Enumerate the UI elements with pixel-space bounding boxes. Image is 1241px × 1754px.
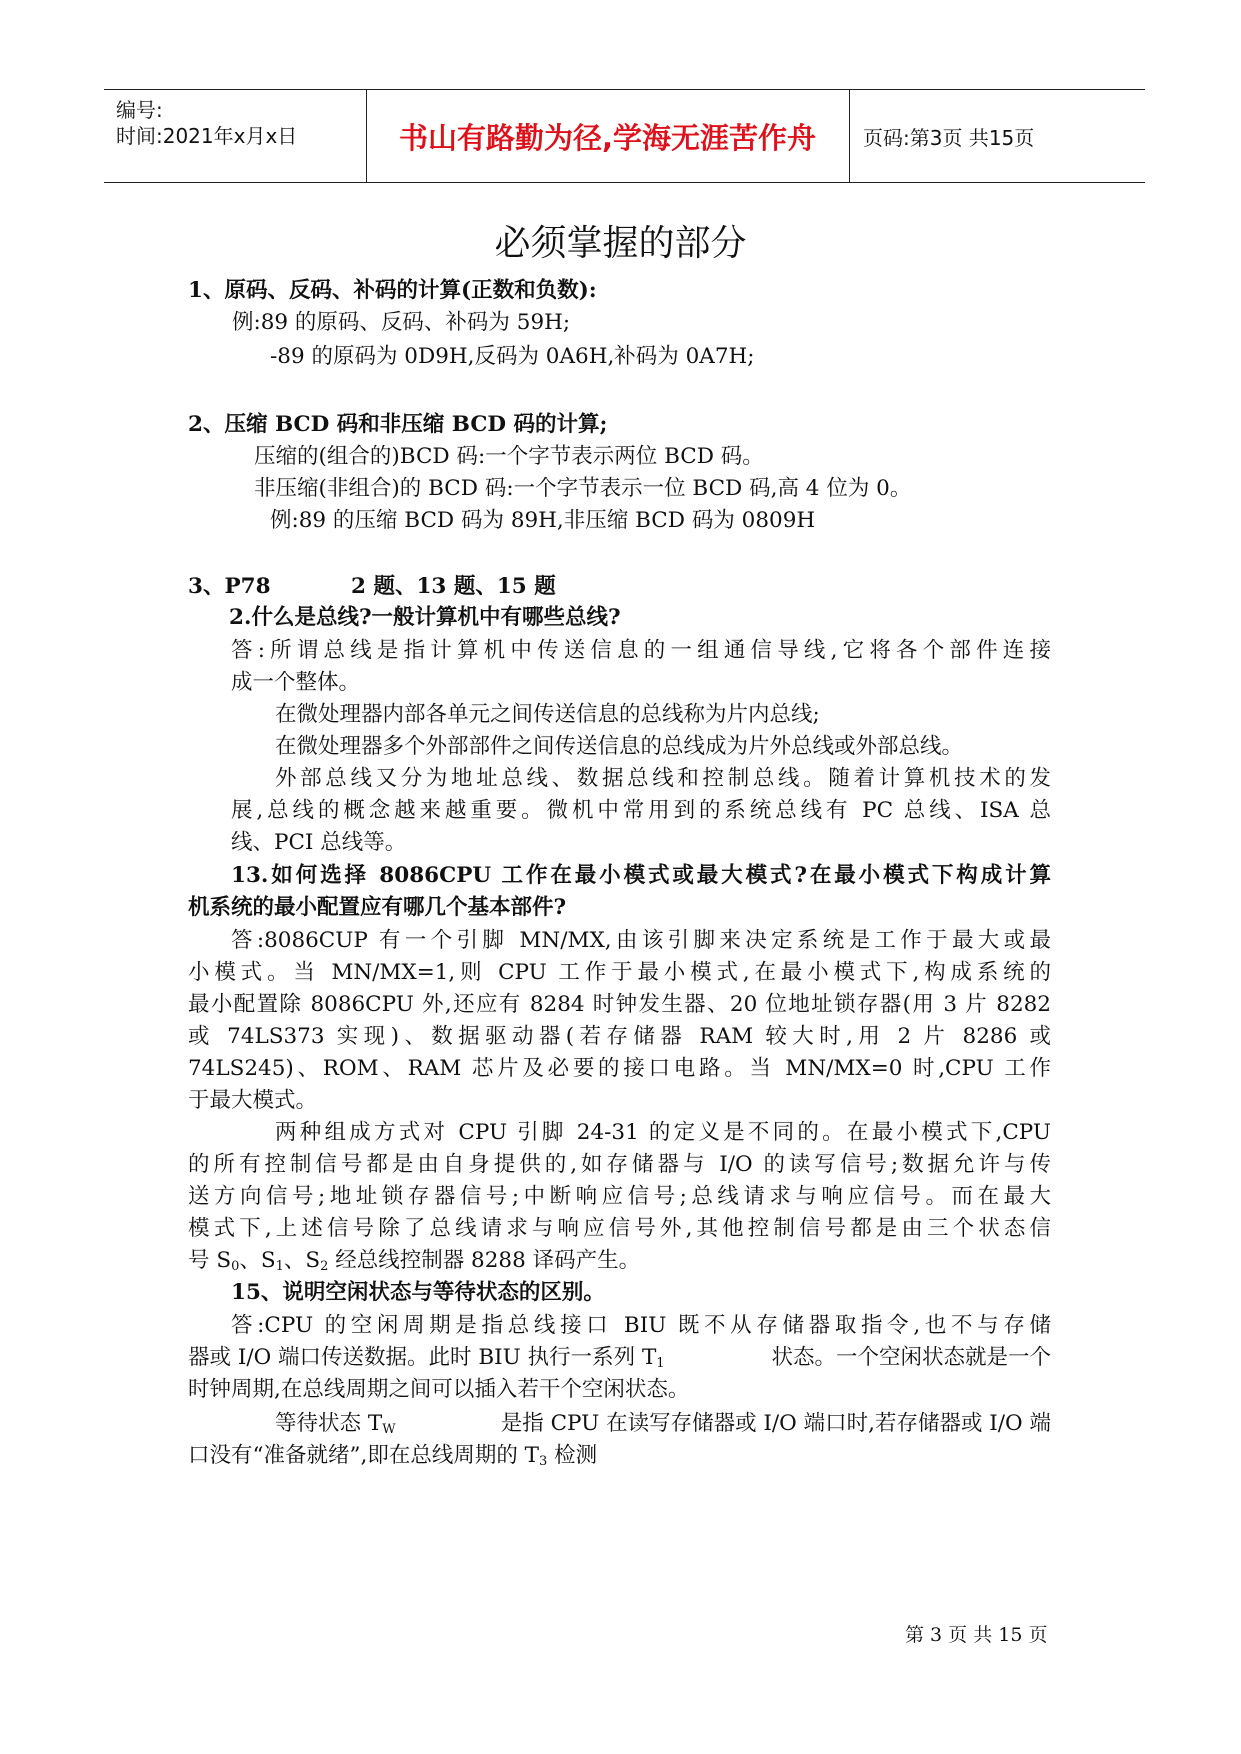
header-info-cell — [104, 90, 367, 182]
page-label: 页码:第3页 共15页 — [863, 125, 1035, 150]
section-1-heading: 1、原码、反码、补码的计算(正数和负数): — [188, 278, 597, 303]
answer-line: 时钟周期,在总线周期之间可以插入若干个空闲状态。 — [188, 1377, 690, 1402]
answer-line: 线、PCI 总线等。 — [231, 830, 407, 855]
question-13-line: 13.如何选择 8086CPU 工作在最小模式或最大模式?在最小模式下构成计算 — [231, 863, 1051, 888]
motto: 书山有路勤为径,学海无涯苦作舟 — [366, 90, 850, 182]
answer-line: 送方向信号;地址锁存器信号;中断响应信号;总线请求与响应信号。而在最大 — [188, 1184, 1051, 1209]
number-label: 编号: — [116, 98, 163, 122]
page-title: 必须掌握的部分 — [494, 223, 747, 264]
answer-line: 在微处理器多个外部部件之间传送信息的总线成为片外总线或外部总线。 — [275, 734, 964, 759]
answer-line: 于最大模式。 — [188, 1088, 318, 1113]
answer-line-status-signals: 号 $S_0$、$S_1$、$S_2$ 经总线控制器 8288 译码产生。 — [188, 1248, 641, 1274]
answer-line: 小模式。当 MN/MX=1,则 CPU 工作于最小模式,在最小模式下,构成系统的 — [188, 960, 1051, 985]
answer-line: 答:8086CUP 有一个引脚 MN/MX,由该引脚来决定系统是工作于最大或最 — [231, 928, 1051, 953]
answer-line: 或 74LS373 实现)、数据驱动器(若存储器 RAM 较大时,用 2 片 8286 或 — [188, 1024, 1051, 1049]
answer-line: 外部总线又分为地址总线、数据总线和控制总线。随着计算机技术的发 — [275, 766, 1051, 791]
page-header — [104, 89, 1145, 183]
answer-line: 模式下,上述信号除了总线请求与响应信号外,其他控制信号都是由三个状态信 — [188, 1216, 1051, 1241]
section-2-line: 非压缩(非组合)的 BCD 码:一个字节表示一位 BCD 码,高 4 位为 0。 — [254, 476, 912, 501]
section-1-line: 例:89 的原码、反码、补码为 59H; — [232, 310, 571, 335]
section-2-line: 压缩的(组合的)BCD 码:一个字节表示两位 BCD 码。 — [254, 444, 764, 469]
answer-line: 口没有“准备就绪”,即在总线周期的 $T_3$ 检测 — [188, 1443, 598, 1469]
answer-line: 最小配置除 8086CPU 外,还应有 8284 时钟发生器、20 位地址锁存器(用 3 片 8282 — [188, 992, 1051, 1017]
answer-line: 74LS245)、ROM、RAM 芯片及必要的接口电路。当 MN/MX=0 时,CPU 工作 — [188, 1056, 1051, 1081]
answer-line: 成一个整体。 — [231, 670, 361, 695]
answer-line: 两种组成方式对 CPU 引脚 24-31 的定义是不同的。在最小模式下,CPU — [275, 1120, 1051, 1145]
section-3-heading-items: 2 题、13 题、15 题 — [351, 574, 556, 599]
answer-line: 在微处理器内部各单元之间传送信息的总线称为片内总线; — [275, 702, 820, 727]
answer-line: 答:所谓总线是指计算机中传送信息的一组通信导线,它将各个部件连接 — [231, 638, 1051, 663]
answer-line: 等待状态 $T_W$ 是指 CPU 在读写存储器或 I/O 端口时,若存储器或 I/O 端 — [275, 1411, 1051, 1437]
page-footer: 第 3 页 共 15 页 — [905, 1624, 1048, 1646]
answer-line: 器或 I/O 端口传送数据。此时 BIU 执行一系列 $T_1$ 状态。一个空闲状态就是一个 — [188, 1345, 1051, 1371]
section-3-heading: 3、P78 — [188, 574, 271, 599]
section-1-line: -89 的原码为 0D9H,反码为 0A6H,补码为 0A7H; — [270, 344, 755, 369]
question-2: 2.什么是总线?一般计算机中有哪些总线? — [229, 605, 621, 630]
answer-line: 展,总线的概念越来越重要。微机中常用到的系统总线有 PC 总线、ISA 总 — [231, 798, 1051, 823]
answer-line: 的所有控制信号都是由自身提供的,如存储器与 I/O 的读写信号;数据允许与传 — [188, 1152, 1051, 1177]
question-13-line: 机系统的最小配置应有哪几个基本部件? — [188, 895, 567, 920]
section-2-line: 例:89 的压缩 BCD 码为 89H,非压缩 BCD 码为 0809H — [270, 508, 816, 533]
question-15: 15、说明空闲状态与等待状态的区别。 — [231, 1280, 605, 1305]
answer-line: 答:CPU 的空闲周期是指总线接口 BIU 既不从存储器取指令,也不与存储 — [231, 1313, 1051, 1338]
time-label: 时间:2021年x月x日 — [116, 124, 298, 148]
section-2-heading: 2、压缩 BCD 码和非压缩 BCD 码的计算; — [188, 412, 608, 437]
